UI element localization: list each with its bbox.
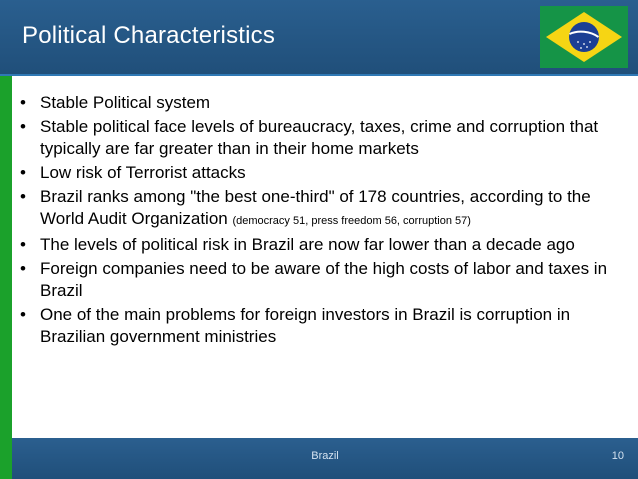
flag-star bbox=[586, 46, 588, 48]
bullet-note: (democracy 51, press freedom 56, corruption 57) bbox=[232, 215, 471, 227]
title-underline bbox=[0, 74, 638, 76]
flag-star bbox=[577, 41, 579, 43]
content-area bbox=[18, 92, 628, 350]
flag-star bbox=[583, 43, 585, 45]
bullet-dot: • bbox=[20, 117, 26, 136]
title-bar bbox=[0, 0, 638, 74]
bullet-list bbox=[18, 92, 628, 348]
bullet-text: Low risk of Terrorist attacks bbox=[40, 163, 246, 182]
flag-globe bbox=[569, 22, 599, 52]
bullet-item bbox=[18, 304, 628, 348]
footer-topic: Brazil bbox=[311, 450, 339, 462]
bullet-text: Brazil ranks among "the best one-third" of 178 countries, according to the World Audit Organization bbox=[40, 187, 591, 228]
bullet-item bbox=[18, 186, 628, 232]
bullet-text: Stable Political system bbox=[40, 93, 211, 112]
bullet-text: Foreign companies need to be aware of the high costs of labor and taxes in Brazil bbox=[40, 259, 608, 300]
bullet-text: One of the main problems for foreign investors in Brazil is corruption in Brazilian government ministries bbox=[40, 305, 571, 346]
bullet-dot: • bbox=[20, 259, 26, 278]
bullet-dot: • bbox=[20, 93, 26, 112]
slide-title: Political Characteristics bbox=[22, 22, 276, 49]
bullet-item bbox=[18, 116, 628, 160]
bullet-dot: • bbox=[20, 305, 26, 324]
bullet-text: The levels of political risk in Brazil are now far lower than a decade ago bbox=[40, 235, 575, 254]
bullet-item bbox=[18, 258, 628, 302]
bullet-text: Stable political face levels of bureaucracy, taxes, crime and corruption that typically are far greater than in their home markets bbox=[40, 117, 599, 158]
footer-bar bbox=[12, 438, 638, 479]
flag-graphic bbox=[540, 6, 628, 68]
bullet-item bbox=[18, 92, 628, 114]
flag-star bbox=[589, 41, 591, 43]
flag-star bbox=[580, 47, 582, 49]
left-accent-bar bbox=[0, 76, 12, 479]
bullet-item bbox=[18, 162, 628, 184]
bullet-dot: • bbox=[20, 163, 26, 182]
bullet-item bbox=[18, 234, 628, 256]
brazil-flag-icon bbox=[540, 6, 628, 68]
bullet-dot: • bbox=[20, 235, 26, 254]
slide-number: 10 bbox=[611, 450, 624, 462]
bullet-dot: • bbox=[20, 187, 26, 206]
